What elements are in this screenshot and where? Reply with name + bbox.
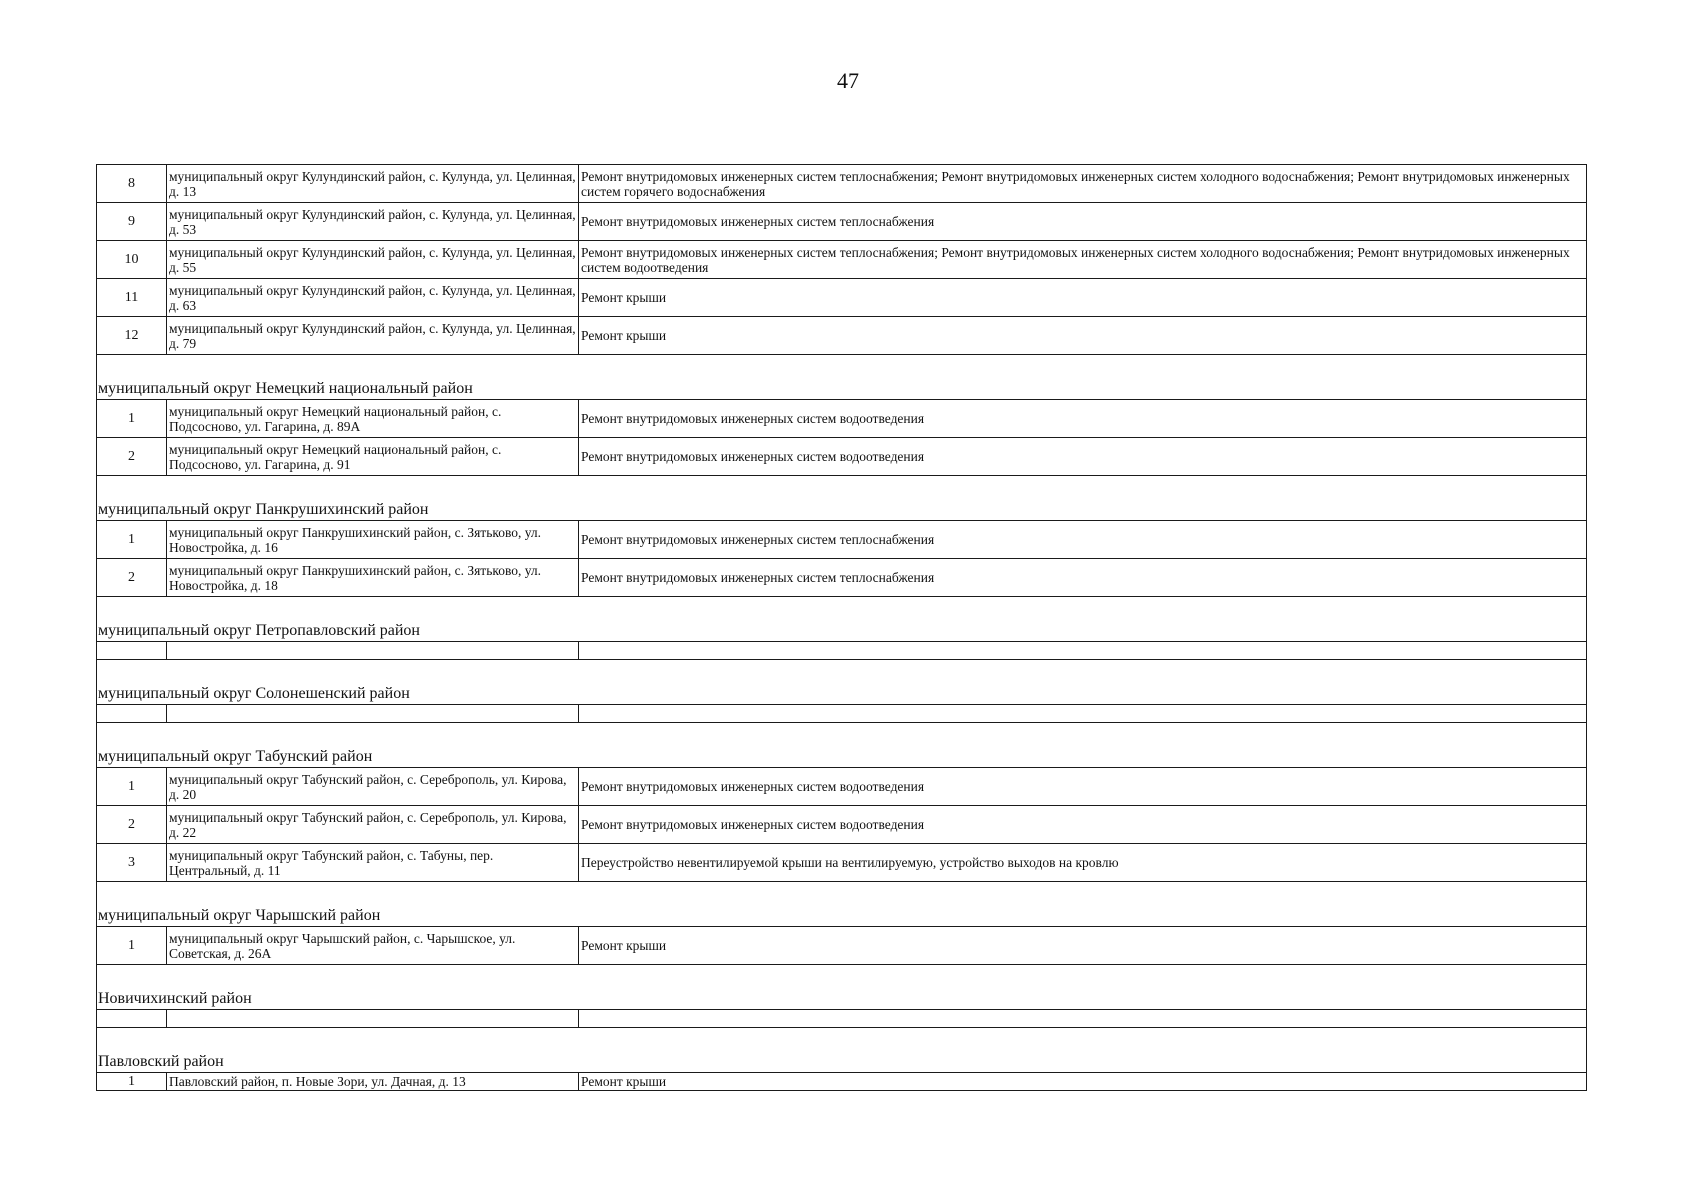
table-row [97, 806, 1587, 844]
table-row [97, 165, 1587, 203]
row-works [579, 1010, 1587, 1028]
row-number: 1 [97, 768, 167, 806]
row-works: Ремонт внутридомовых инженерных систем водоотведения [579, 438, 1587, 476]
table-body [97, 165, 1587, 1091]
empty-row [97, 705, 1587, 723]
row-number: 3 [97, 844, 167, 882]
section-title: муниципальный округ Панкрушихинский район [97, 476, 1587, 521]
row-works: Ремонт крыши [579, 279, 1587, 317]
section-header-row [97, 476, 1587, 521]
row-number: 1 [97, 927, 167, 965]
row-address: Павловский район, п. Новые Зори, ул. Дачная, д. 13 [167, 1073, 579, 1091]
section-title: муниципальный округ Петропавловский район [97, 597, 1587, 642]
row-address: муниципальный округ Табунский район, с. Сереброполь, ул. Кирова, д. 20 [167, 768, 579, 806]
row-works: Ремонт внутридомовых инженерных систем водоотведения [579, 400, 1587, 438]
row-number [97, 705, 167, 723]
row-works [579, 642, 1587, 660]
section-title: Павловский район [97, 1028, 1587, 1073]
row-address: муниципальный округ Табунский район, с. Сереброполь, ул. Кирова, д. 22 [167, 806, 579, 844]
empty-row [97, 642, 1587, 660]
row-address: муниципальный округ Кулундинский район, с. Кулунда, ул. Целинная, д. 53 [167, 203, 579, 241]
row-works: Ремонт внутридомовых инженерных систем теплоснабжения [579, 203, 1587, 241]
row-number: 11 [97, 279, 167, 317]
row-number [97, 642, 167, 660]
row-address: муниципальный округ Панкрушихинский район, с. Зятьково, ул. Новостройка, д. 18 [167, 559, 579, 597]
section-header-row [97, 723, 1587, 768]
row-address: муниципальный округ Табунский район, с. Табуны, пер. Центральный, д. 11 [167, 844, 579, 882]
row-address: муниципальный округ Кулундинский район, с. Кулунда, ул. Целинная, д. 63 [167, 279, 579, 317]
table-row [97, 768, 1587, 806]
row-address [167, 642, 579, 660]
row-number: 2 [97, 806, 167, 844]
row-works: Ремонт внутридомовых инженерных систем водоотведения [579, 806, 1587, 844]
section-title: Новичихинский район [97, 965, 1587, 1010]
row-number: 2 [97, 438, 167, 476]
section-header-row [97, 882, 1587, 927]
row-number: 9 [97, 203, 167, 241]
row-number: 1 [97, 400, 167, 438]
row-address [167, 705, 579, 723]
table-row [97, 241, 1587, 279]
row-number: 2 [97, 559, 167, 597]
row-address: муниципальный округ Кулундинский район, с. Кулунда, ул. Целинная, д. 13 [167, 165, 579, 203]
table-row [97, 1073, 1587, 1091]
table-row [97, 317, 1587, 355]
table-row [97, 844, 1587, 882]
row-number: 1 [97, 1073, 167, 1091]
row-works: Ремонт крыши [579, 317, 1587, 355]
row-number: 8 [97, 165, 167, 203]
row-address: муниципальный округ Чарышский район, с. Чарышское, ул. Советская, д. 26А [167, 927, 579, 965]
section-header-row [97, 597, 1587, 642]
row-number: 1 [97, 521, 167, 559]
row-works: Ремонт внутридомовых инженерных систем теплоснабжения [579, 521, 1587, 559]
section-header-row [97, 1028, 1587, 1073]
row-address: муниципальный округ Немецкий национальный район, с. Подсосново, ул. Гагарина, д. 89А [167, 400, 579, 438]
row-address: муниципальный округ Кулундинский район, с. Кулунда, ул. Целинная, д. 55 [167, 241, 579, 279]
row-number [97, 1010, 167, 1028]
section-header-row [97, 965, 1587, 1010]
section-title: муниципальный округ Чарышский район [97, 882, 1587, 927]
section-title: муниципальный округ Солонешенский район [97, 660, 1587, 705]
table-row [97, 438, 1587, 476]
table-row [97, 521, 1587, 559]
row-works: Ремонт внутридомовых инженерных систем теплоснабжения; Ремонт внутридомовых инженерных систем холодного водоснабжения; Ремонт внутридомовых инженерных систем водоотведения [579, 241, 1587, 279]
table-row [97, 400, 1587, 438]
empty-row [97, 1010, 1587, 1028]
row-works: Ремонт внутридомовых инженерных систем водоотведения [579, 768, 1587, 806]
row-address [167, 1010, 579, 1028]
row-works [579, 705, 1587, 723]
row-address: муниципальный округ Панкрушихинский район, с. Зятьково, ул. Новостройка, д. 16 [167, 521, 579, 559]
row-number: 12 [97, 317, 167, 355]
page-number: 47 [837, 68, 859, 93]
row-works: Ремонт крыши [579, 1073, 1587, 1091]
row-works: Ремонт внутридомовых инженерных систем теплоснабжения [579, 559, 1587, 597]
table-row [97, 927, 1587, 965]
section-header-row [97, 660, 1587, 705]
row-works: Ремонт внутридомовых инженерных систем теплоснабжения; Ремонт внутридомовых инженерных систем холодного водоснабжения; Ремонт внутридомовых инженерных систем горячего водоснабжения [579, 165, 1587, 203]
section-title: муниципальный округ Немецкий национальный район [97, 355, 1587, 400]
row-works: Переустройство невентилируемой крыши на вентилируемую, устройство выходов на кровлю [579, 844, 1587, 882]
section-header-row [97, 355, 1587, 400]
row-number: 10 [97, 241, 167, 279]
section-title: муниципальный округ Табунский район [97, 723, 1587, 768]
table-row [97, 559, 1587, 597]
row-address: муниципальный округ Кулундинский район, с. Кулунда, ул. Целинная, д. 79 [167, 317, 579, 355]
table-row [97, 203, 1587, 241]
repair-schedule-table [96, 164, 1587, 1091]
row-works: Ремонт крыши [579, 927, 1587, 965]
table-row [97, 279, 1587, 317]
row-address: муниципальный округ Немецкий национальный район, с. Подсосново, ул. Гагарина, д. 91 [167, 438, 579, 476]
